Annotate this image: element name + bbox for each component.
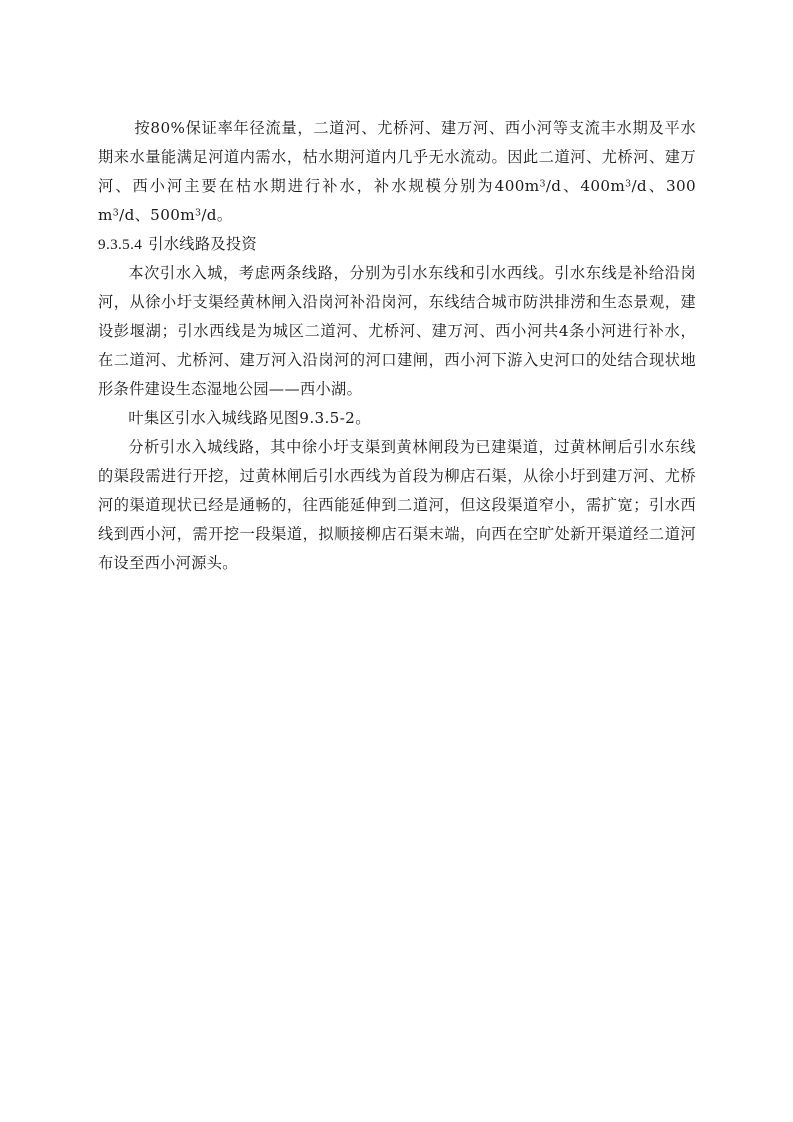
- document-body: [98, 114, 696, 578]
- superscript: 3: [112, 207, 120, 219]
- section-title: 引水线路及投资: [148, 235, 257, 253]
- section-number: 9.3.5.4: [98, 236, 143, 253]
- superscript: 3: [539, 178, 546, 190]
- superscript: 3: [625, 178, 632, 190]
- superscript: 3: [194, 207, 202, 219]
- paragraph-routes: 本次引水入城，考虑两条线路，分别为引水东线和引水西线。引水东线是补给沿岗河，从徐小圩支渠经黄林闸入沿岗河补沿岗河，东线结合城市防洪排涝和生态景观，建设彭堰湖；引水西线是为城区二道河、尤桥河、建万河、西小河共4条小河进行补水，在二道河、尤桥河、建万河入沿岗河的河口建闸，西小河下游入史河口的处结合现状地形条件建设生态湿地公园——西小湖。: [98, 264, 696, 398]
- paragraph-text: /d、300 m: [98, 177, 697, 224]
- section-heading: [98, 230, 696, 259]
- paragraph-text: /d、400m: [545, 177, 626, 195]
- paragraph-water-supply-scale: [98, 114, 696, 230]
- paragraph-figure-reference: 叶集区引水入城线路见图9.3.5-2。: [128, 409, 371, 427]
- paragraph-route-analysis: 分析引水入城线路，其中徐小圩支渠到黄林闸段为已建渠道，过黄林闸后引水东线的渠段需进行开挖，过黄林闸后引水西线为首段为柳店石渠，从徐小圩到建万河、尤桥河的渠道现状已经是通畅的，往西能延伸到二道河，但这段渠道窄小，需扩宽；引水西线到西小河，需开挖一段渠道，拟顺接柳店石渠末端，向西在空旷处新开渠道经二道河布设至西小河源头。: [98, 438, 696, 572]
- paragraph-text: /d。: [201, 206, 233, 224]
- paragraph-text: 按80%保证率年径流量，二道河、尤桥河、建万河、西小河等支流丰水期及平水期来水量能满足河道内需水，枯水期河道内几乎无水流动。因此二道河、尤桥河、建万河、西小河主要在枯水期进行补水，补水规模分别为400m: [98, 119, 696, 195]
- paragraph-text: /d、500m: [119, 206, 195, 224]
